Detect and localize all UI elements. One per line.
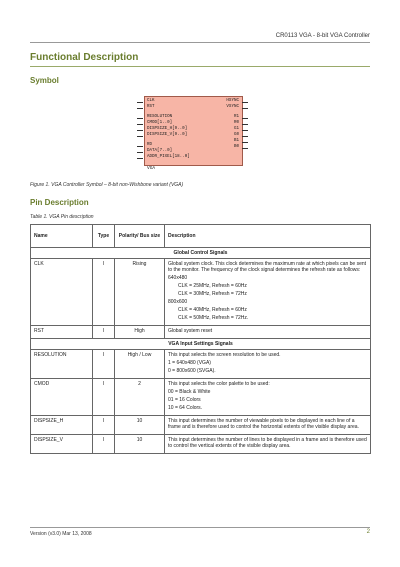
pin-label-right: G1 xyxy=(233,127,239,131)
cell-type: I xyxy=(93,259,115,326)
table-row xyxy=(31,379,371,416)
col-name: Name xyxy=(31,225,93,248)
pin-description-heading: Pin Description xyxy=(30,198,89,207)
cell-name: RESOLUTION xyxy=(31,350,93,379)
pin-lead-right xyxy=(242,136,248,137)
cell-polarity: 10 xyxy=(115,435,165,454)
pin-lead-left xyxy=(137,158,143,159)
description-line: CLK = 40MHz, Refresh = 60Hz xyxy=(178,307,247,313)
pin-lead-right xyxy=(242,118,248,119)
pin-label-left: DISPSIZE_V[9..0] xyxy=(147,133,188,137)
pin-lead-right xyxy=(242,130,248,131)
pin-lead-left xyxy=(137,152,143,153)
description-line: 1 = 640x480 (VGA) xyxy=(168,360,211,366)
section-divider xyxy=(30,66,370,67)
pin-label-right: HSYNC xyxy=(226,99,239,103)
cell-description xyxy=(165,379,371,416)
pin-lead-left xyxy=(137,130,143,131)
footer-divider xyxy=(30,527,370,528)
cell-name: CMOD xyxy=(31,379,93,416)
cell-name: DISPSIZE_H xyxy=(31,416,93,435)
pin-label-left: CMOD[1..0] xyxy=(147,121,173,125)
table-caption: Table 1. VGA Pin description xyxy=(30,214,94,220)
cell-polarity: High xyxy=(115,326,165,339)
description-line: Global system reset xyxy=(168,328,213,334)
pin-lead-right xyxy=(242,148,248,149)
header-divider xyxy=(30,42,370,43)
col-type: Type xyxy=(93,225,115,248)
description-line: CLK = 25MHz, Refresh = 60Hz xyxy=(178,283,247,289)
cell-name: DISPSIZE_V xyxy=(31,435,93,454)
description-line: 800x600 xyxy=(168,299,188,305)
running-header: CR0113 VGA - 8-bit VGA Controller xyxy=(275,33,370,39)
col-description: Description xyxy=(165,225,371,248)
pin-label-left: RST xyxy=(147,105,155,109)
description-line: 640x480 xyxy=(168,275,188,281)
pin-label-left: DATA[7..0] xyxy=(147,149,173,153)
description-line: 00 = Black & White xyxy=(168,389,211,395)
cell-type: I xyxy=(93,326,115,339)
section-row xyxy=(31,339,371,350)
cell-type: I xyxy=(93,416,115,435)
description-line: This input determines the number of viewable pixels to be displayed in each line of a frame and is therefore used to control the horizontal extents of the visible display area. xyxy=(168,418,359,430)
symbol-heading: Symbol xyxy=(30,76,59,85)
table-row xyxy=(31,259,371,326)
pin-label-left: RD xyxy=(147,143,153,147)
table-row xyxy=(31,416,371,435)
pin-lead-right xyxy=(242,142,248,143)
description-line: CLK = 50MHz, Refresh = 72Hz. xyxy=(178,315,249,321)
cell-description xyxy=(165,350,371,379)
pin-label-right: G0 xyxy=(233,133,239,137)
section-title-cell: Global Control Signals xyxy=(31,248,371,259)
cell-description xyxy=(165,416,371,435)
pin-lead-right xyxy=(242,102,248,103)
cell-polarity: 10 xyxy=(115,416,165,435)
pin-lead-right xyxy=(242,108,248,109)
cell-type: I xyxy=(93,350,115,379)
pin-lead-left xyxy=(137,124,143,125)
description-line: Global system clock. This clock determines the maximum rate at which pixels can be sent to the monitor. The frequency of the clock signal determines the refresh rate as follows: xyxy=(168,261,367,273)
pin-label-right: B0 xyxy=(233,145,239,149)
pin-label-left: ADDR_PIXEL[18..0] xyxy=(147,155,190,159)
description-line: 10 = 64 Colors. xyxy=(168,405,203,411)
cell-name: CLK xyxy=(31,259,93,326)
pin-label-left: RESOLUTION xyxy=(147,115,173,119)
cell-name: RST xyxy=(31,326,93,339)
section-title: Functional Description xyxy=(30,52,139,63)
pin-lead-right xyxy=(242,124,248,125)
table-row xyxy=(31,435,371,454)
cell-type: I xyxy=(93,435,115,454)
description-line: 01 = 16 Colors xyxy=(168,397,201,403)
table-row xyxy=(31,350,371,379)
pin-label-left: CLK xyxy=(147,99,155,103)
pin-label-right: R0 xyxy=(233,121,239,125)
cell-polarity: High / Low xyxy=(115,350,165,379)
description-line: This input selects the color palette to be used: xyxy=(168,381,270,387)
pin-label-left: DISPSIZE_H[9..0] xyxy=(147,127,188,131)
pin-label-right: B1 xyxy=(233,139,239,143)
cell-description xyxy=(165,435,371,454)
description-line: This input selects the screen resolution to be used. xyxy=(168,352,281,358)
cell-type: I xyxy=(93,379,115,416)
cell-polarity: 2 xyxy=(115,379,165,416)
pin-lead-left xyxy=(137,102,143,103)
pin-label-right: VSYNC xyxy=(226,105,239,109)
description-line: CLK = 30MHz, Refresh = 72Hz xyxy=(178,291,247,297)
component-label: VGA xyxy=(147,166,156,171)
figure-caption: Figure 1. VGA Controller Symbol – 8-bit non-Wishbone variant (VGA) xyxy=(30,182,184,188)
description-line: This input determines the number of lines to be displayed in a frame and is therefore used to control the vertical extents of the visible display area. xyxy=(168,437,367,449)
pin-lead-left xyxy=(137,136,143,137)
vga-symbol xyxy=(123,93,251,173)
pin-lead-left xyxy=(137,108,143,109)
pin-lead-left xyxy=(137,118,143,119)
section-title-cell: VGA Input Settings Signals xyxy=(31,339,371,350)
pin-lead-left xyxy=(137,146,143,147)
cell-polarity: Rising xyxy=(115,259,165,326)
table-row xyxy=(31,326,371,339)
table-header-row xyxy=(31,225,371,248)
pin-label-right: R1 xyxy=(233,115,239,119)
footer-version: Version (v3.0) Mar 13, 2008 xyxy=(30,531,92,537)
page-number: 2 xyxy=(366,529,370,535)
section-row xyxy=(31,248,371,259)
pin-table xyxy=(30,224,371,454)
cell-description xyxy=(165,259,371,326)
cell-description xyxy=(165,326,371,339)
col-polarity: Polarity/ Bus size xyxy=(115,225,165,248)
description-line: 0 = 800x600 (SVGA). xyxy=(168,368,216,374)
